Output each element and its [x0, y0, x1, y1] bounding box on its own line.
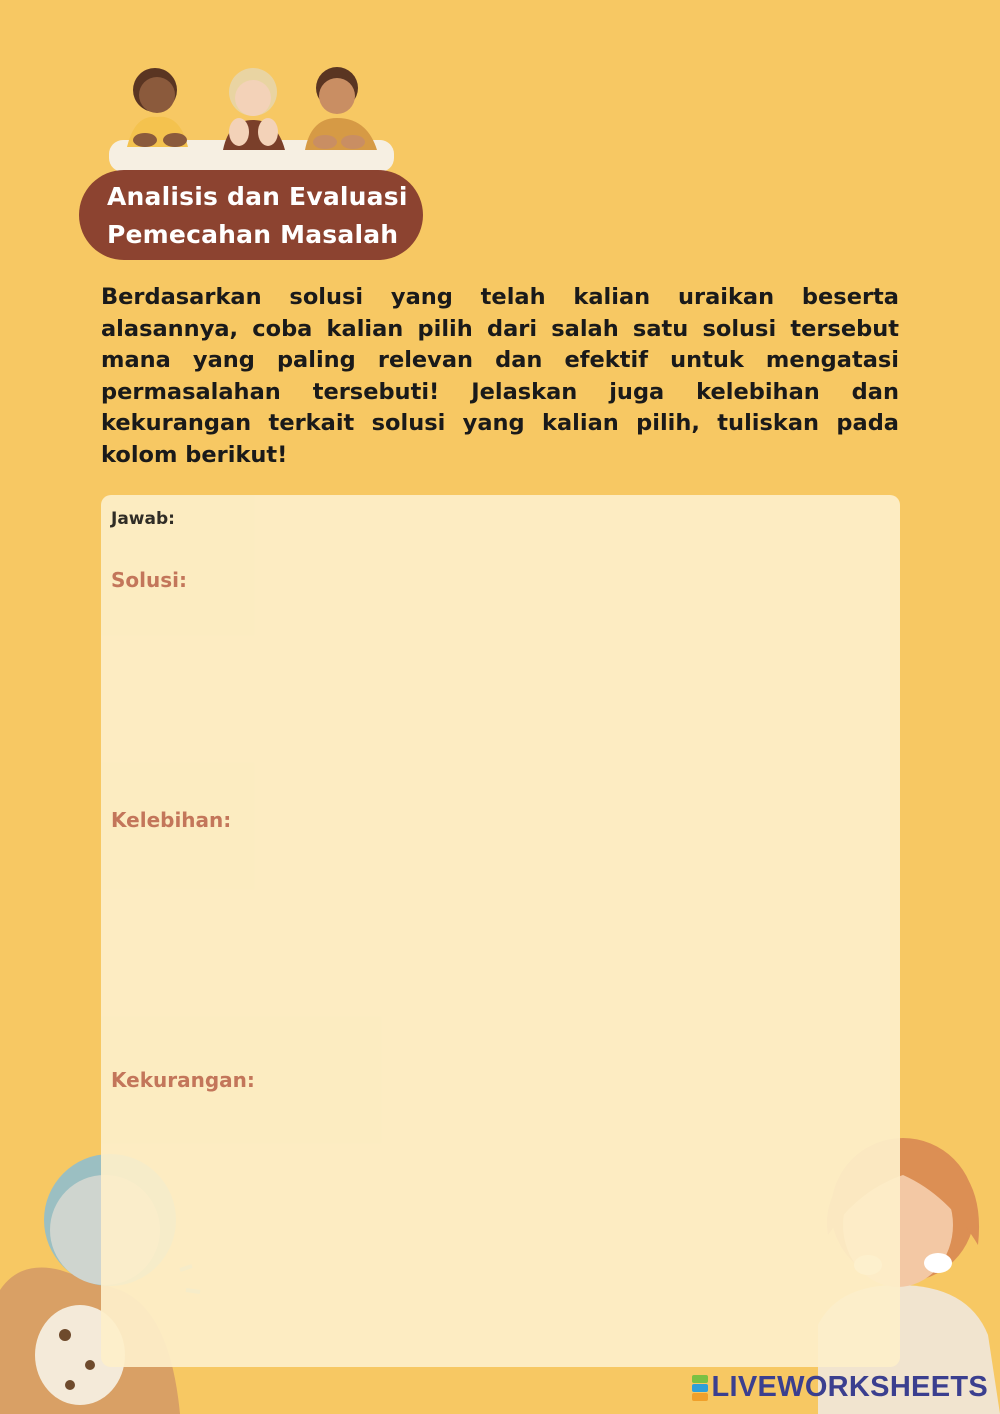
title-pill: [79, 170, 423, 260]
answer-box: [101, 495, 900, 1367]
liveworksheets-logo-icon: [692, 1375, 708, 1401]
title-line-2: Pemecahan Masalah: [107, 220, 399, 249]
title-line-1: Analisis dan Evaluasi: [107, 182, 408, 211]
solusi-label: Solusi:: [111, 568, 187, 592]
liveworksheets-logo-text: LIVEWORKSHEETS: [711, 1371, 988, 1403]
kelebihan-label: Kelebihan:: [111, 808, 232, 832]
solusi-answer-field[interactable]: [111, 600, 886, 790]
kekurangan-label: Kekurangan:: [111, 1068, 255, 1092]
jawab-label: Jawab:: [111, 509, 175, 529]
kekurangan-answer-field[interactable]: [111, 1100, 886, 1355]
liveworksheets-logo: [692, 1371, 989, 1404]
kelebihan-answer-field[interactable]: [111, 840, 886, 1050]
kids-illustration: [105, 62, 400, 174]
instructions-text: Berdasarkan solusi yang telah kalian uraikan beserta alasannya, coba kalian pilih dari salah satu solusi tersebut mana yang paling relevan dan efektif untuk mengatasi permasalahan tersebuti! Jelaskan juga kelebihan dan kekurangan terkait solusi yang kalian pilih, tuliskan pada kolom berikut!: [101, 284, 899, 468]
